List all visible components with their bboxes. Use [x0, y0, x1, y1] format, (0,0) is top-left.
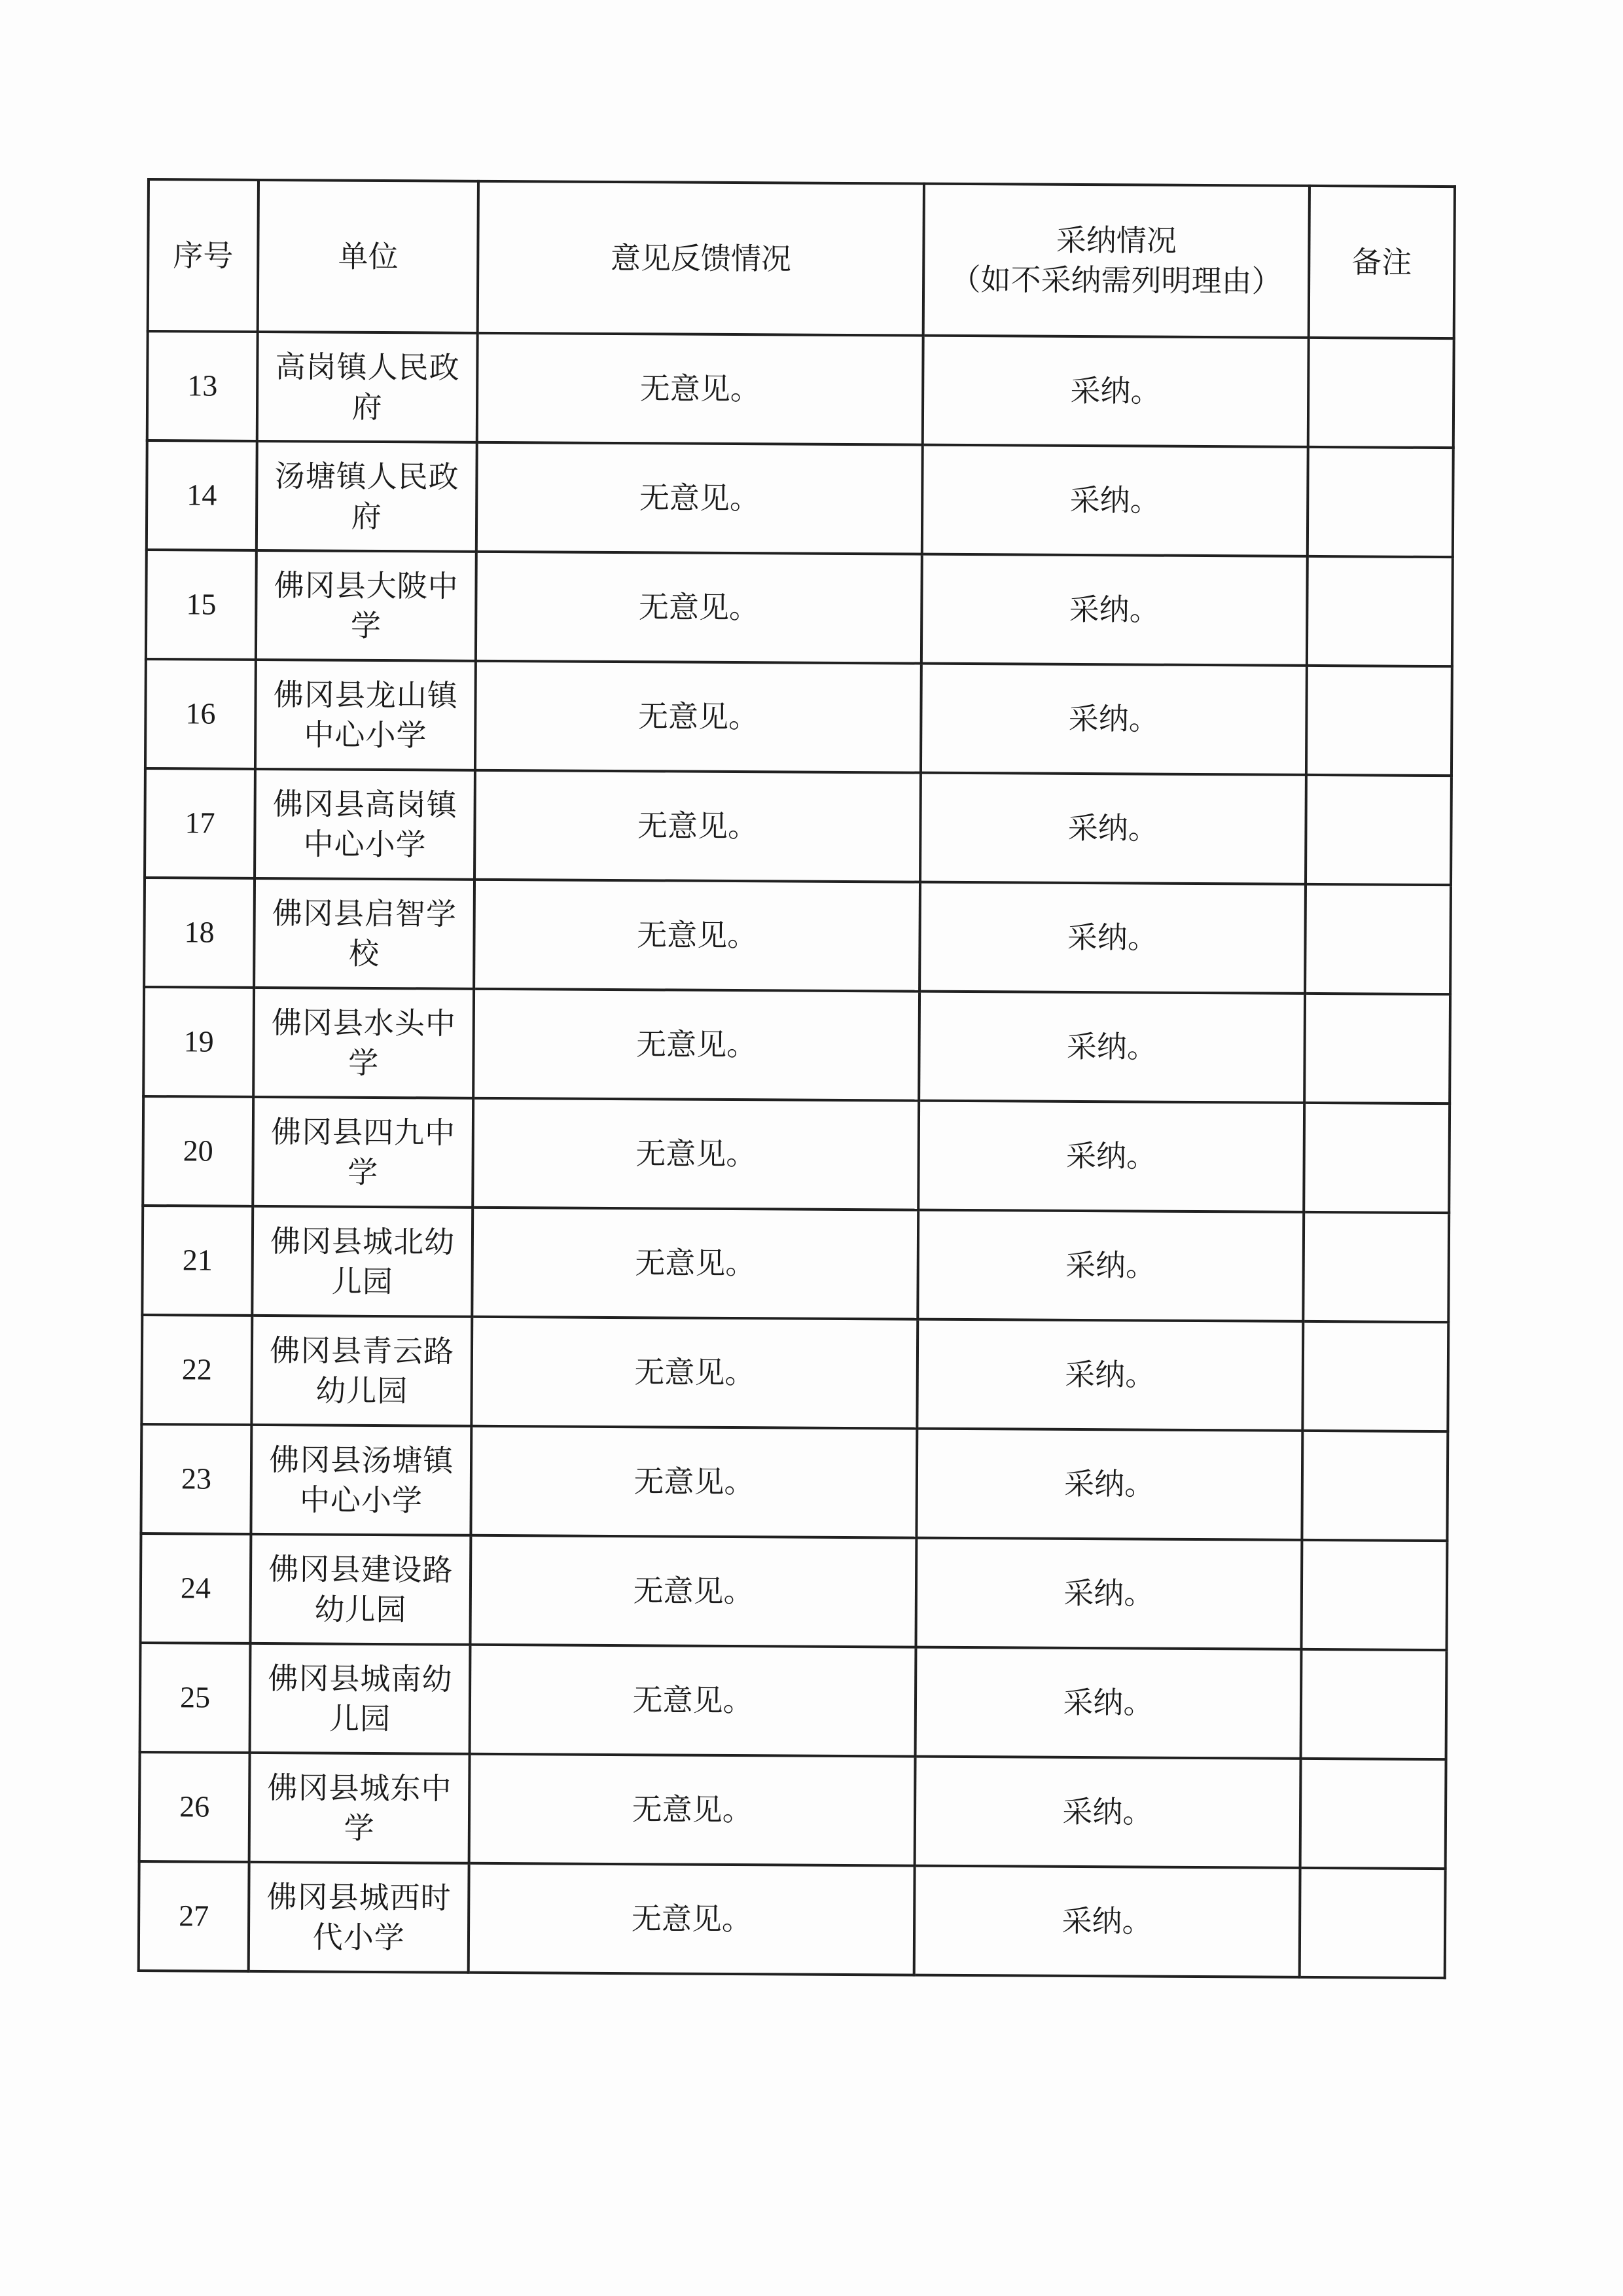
row-feedback: 无意见。 [476, 442, 923, 554]
row-unit-line1: 佛冈县四九中 [270, 1113, 456, 1151]
row-unit-line2: 学 [344, 1810, 375, 1846]
row-adoption: 采纳。 [914, 1866, 1300, 1977]
row-unit-line2: 儿园 [331, 1263, 393, 1299]
row-remark [1304, 1103, 1450, 1213]
row-remark [1308, 338, 1454, 448]
table-row [144, 878, 1451, 994]
row-feedback: 无意见。 [470, 1645, 916, 1757]
row-no: 24 [141, 1534, 251, 1643]
row-unit [257, 332, 478, 442]
row-feedback: 无意见。 [474, 880, 920, 992]
row-feedback: 无意见。 [471, 1535, 917, 1647]
row-feedback: 无意见。 [473, 1208, 919, 1319]
row-unit [252, 1206, 473, 1317]
row-no: 26 [139, 1752, 250, 1862]
row-adoption: 采纳。 [916, 1538, 1302, 1649]
row-unit-line2: 学 [348, 1154, 379, 1190]
row-remark [1305, 884, 1451, 994]
row-unit-line2: 校 [348, 935, 380, 971]
row-unit [251, 1425, 472, 1535]
table-row [145, 768, 1452, 885]
row-adoption: 采纳。 [921, 554, 1308, 666]
row-unit [249, 1862, 469, 1973]
row-no: 13 [147, 331, 258, 441]
row-remark [1302, 1321, 1448, 1431]
header-no: 序号 [148, 179, 259, 332]
header-feedback: 意见反馈情况 [478, 181, 924, 336]
row-unit-line1: 佛冈县城北幼 [270, 1223, 455, 1260]
table-body [139, 331, 1454, 1978]
row-unit-line1: 佛冈县城西时 [266, 1878, 452, 1916]
row-no: 27 [139, 1861, 249, 1971]
row-adoption: 采纳。 [919, 882, 1306, 994]
feedback-table [137, 178, 1456, 1979]
row-unit-line1: 佛冈县城东中 [267, 1769, 452, 1806]
row-unit [253, 1097, 473, 1208]
row-unit-line2: 幼儿园 [314, 1590, 407, 1627]
header-adoption-title: 采纳情况 [1056, 223, 1177, 259]
table-row [140, 1643, 1447, 1759]
row-no: 20 [143, 1096, 253, 1206]
row-no: 21 [142, 1206, 253, 1316]
table-row [143, 987, 1450, 1103]
row-unit-line2: 儿园 [329, 1700, 391, 1736]
row-feedback: 无意见。 [473, 1098, 919, 1210]
row-no: 18 [144, 878, 255, 988]
row-adoption: 采纳。 [916, 1429, 1302, 1540]
row-unit-line2: 府 [351, 498, 382, 534]
row-unit [255, 769, 475, 880]
row-no: 23 [141, 1424, 251, 1534]
header-unit: 单位 [258, 180, 479, 333]
row-remark [1300, 1759, 1446, 1869]
row-unit [257, 441, 477, 552]
row-adoption: 采纳。 [915, 1757, 1301, 1868]
row-unit-line2: 学 [348, 1045, 380, 1081]
row-no: 19 [143, 987, 254, 1097]
row-no: 16 [145, 659, 256, 769]
table-row [147, 331, 1454, 448]
row-unit-line1: 佛冈县城南幼 [268, 1660, 453, 1697]
table-row [146, 550, 1453, 666]
row-adoption: 采纳。 [921, 664, 1307, 775]
row-remark [1302, 1431, 1448, 1541]
row-adoption: 采纳。 [918, 1101, 1304, 1212]
table-row [141, 1315, 1448, 1431]
row-adoption: 采纳。 [919, 992, 1305, 1103]
row-no: 22 [141, 1315, 252, 1425]
row-unit [250, 1643, 471, 1754]
row-unit-line2: 代小学 [312, 1918, 405, 1955]
header-adoption-note: （如不采纳需列明理由） [950, 261, 1282, 299]
row-unit-line2: 中心小学 [299, 1481, 423, 1518]
table-row [139, 1861, 1446, 1978]
row-no: 15 [146, 550, 257, 660]
row-remark [1304, 994, 1450, 1103]
row-remark [1306, 666, 1452, 776]
table-header [148, 179, 1455, 338]
table-row [141, 1424, 1448, 1541]
row-unit-line1: 汤塘镇人民政 [274, 457, 459, 495]
row-unit [251, 1316, 472, 1426]
row-remark [1307, 556, 1453, 666]
row-unit-line2: 学 [350, 607, 382, 643]
row-no: 17 [145, 768, 255, 878]
row-feedback: 无意见。 [469, 1863, 915, 1975]
table-row [142, 1206, 1449, 1322]
row-unit [253, 988, 474, 1098]
row-feedback: 无意见。 [474, 770, 921, 882]
row-feedback: 无意见。 [477, 333, 923, 445]
row-unit-line2: 幼儿园 [315, 1372, 408, 1408]
row-adoption: 采纳。 [918, 1210, 1304, 1321]
row-remark [1301, 1540, 1447, 1650]
row-no: 25 [140, 1643, 251, 1753]
row-feedback: 无意见。 [469, 1754, 916, 1866]
row-remark [1308, 447, 1454, 557]
row-unit [251, 1534, 471, 1645]
row-feedback: 无意见。 [472, 1317, 918, 1429]
header-adoption [923, 184, 1310, 338]
row-remark [1303, 1212, 1449, 1322]
row-remark [1306, 775, 1452, 885]
row-adoption: 采纳。 [917, 1319, 1303, 1431]
row-adoption: 采纳。 [923, 336, 1309, 447]
row-unit-line1: 佛冈县高岗镇 [272, 785, 458, 823]
row-unit-line1: 佛冈县龙山镇 [273, 676, 458, 713]
row-unit-line1: 佛冈县汤塘镇 [269, 1441, 454, 1479]
row-unit-line2: 府 [351, 389, 383, 425]
table-row [145, 659, 1452, 776]
header-remark: 备注 [1309, 186, 1455, 338]
row-unit-line1: 佛冈县青云路 [270, 1332, 455, 1369]
row-no: 14 [147, 440, 257, 550]
row-unit [254, 878, 474, 989]
row-adoption: 采纳。 [915, 1647, 1301, 1759]
row-unit-line1: 佛冈县大陂中 [274, 567, 459, 604]
table-row [141, 1534, 1448, 1650]
header-row [148, 179, 1455, 338]
table-row [143, 1096, 1450, 1213]
row-unit-line1: 佛冈县启智学 [272, 895, 457, 932]
row-adoption: 采纳。 [920, 773, 1306, 884]
row-unit [256, 550, 476, 661]
row-unit-line1: 佛冈县建设路 [268, 1551, 454, 1588]
row-unit [255, 660, 476, 770]
row-unit-line1: 佛冈县水头中 [271, 1004, 457, 1041]
row-unit-line1: 高岗镇人民政 [275, 348, 460, 386]
row-unit [249, 1753, 470, 1863]
row-feedback: 无意见。 [471, 1426, 918, 1538]
row-feedback: 无意见。 [475, 661, 921, 773]
row-unit-line2: 中心小学 [304, 716, 427, 753]
row-feedback: 无意见。 [476, 552, 922, 664]
row-adoption: 采纳。 [922, 445, 1308, 556]
table-row [147, 440, 1454, 557]
table-row [139, 1752, 1446, 1869]
row-feedback: 无意见。 [473, 989, 919, 1101]
row-unit-line2: 中心小学 [303, 825, 427, 862]
row-remark [1300, 1868, 1446, 1978]
row-remark [1300, 1649, 1446, 1759]
